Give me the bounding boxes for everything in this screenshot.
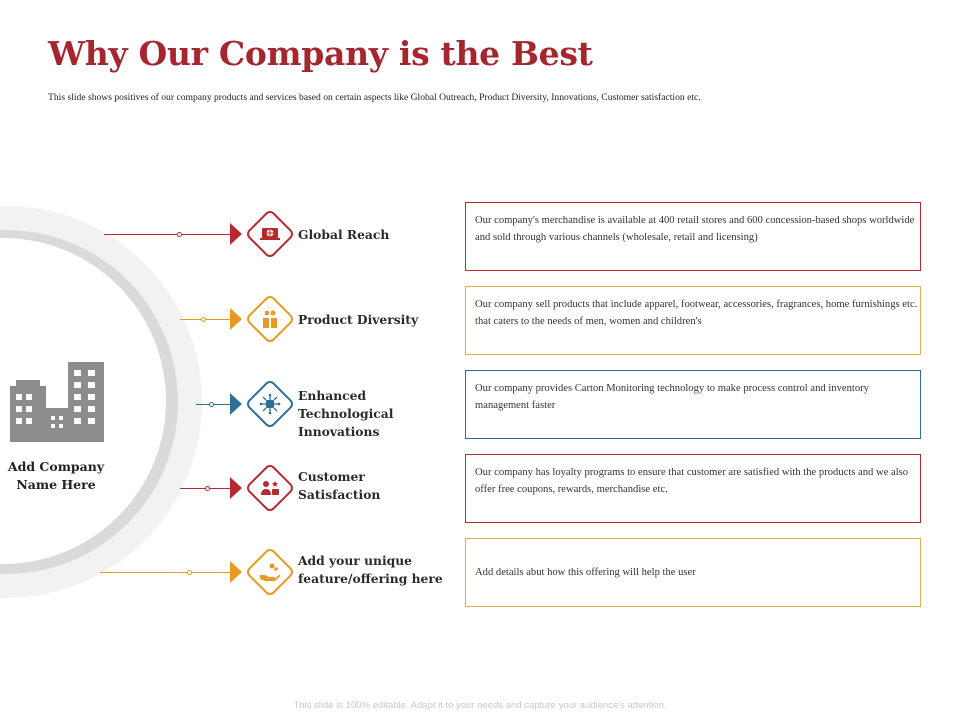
connector-line: [180, 319, 232, 320]
pointer-arrow: [230, 561, 242, 583]
connector-line: [104, 234, 232, 235]
satisfied-customer-icon: [258, 476, 282, 500]
slide-subtitle: This slide shows positives of our company products and services based on certain aspects like Global Outreach, Product Diversity, Innovations, Customer satisfaction etc.: [48, 92, 701, 103]
connector-dot: [177, 232, 182, 237]
feature-label-product-diversity: Product Diversity: [298, 312, 419, 327]
feature-description-box: [465, 202, 921, 271]
feature-label-unique-offering: Add your unique feature/offering here: [298, 553, 443, 586]
feature-description: Add details abut how this offering will help the user: [475, 567, 696, 578]
connector-dot: [205, 486, 210, 491]
circuit-icon: [258, 392, 282, 416]
feature-description-box: [465, 454, 921, 523]
globe-laptop-icon: [258, 222, 282, 246]
boxes-icon: [258, 307, 282, 331]
feature-label-customer-satisfaction: Customer Satisfaction: [298, 469, 381, 502]
feature-description-box: [465, 370, 921, 439]
connector-dot: [201, 317, 206, 322]
pointer-arrow: [230, 477, 242, 499]
building-icon: [8, 360, 108, 444]
pointer-arrow: [230, 308, 242, 330]
connector-dot: [187, 570, 192, 575]
company-name: Add Company Name Here: [7, 459, 105, 492]
feature-description-box: [465, 538, 921, 607]
feature-label-global-reach: Global Reach: [298, 227, 390, 242]
connector-line: [100, 572, 232, 573]
connector-line: [196, 404, 232, 405]
editable-footer-note: This slide is 100% editable. Adapt it to your needs and capture your audience's attention.: [293, 700, 667, 711]
feature-description: Our company has loyalty programs to ensure that customer are satisfied with the products and we also offer free coupons, rewards, merchandise etc.: [475, 467, 909, 495]
feature-description: Our company sell products that include apparel, footwear, accessories, fragrances, home furnishings etc. that caters to the needs of men, women and children's: [475, 299, 918, 327]
hand-offering-icon: [258, 560, 282, 584]
feature-description: Our company provides Carton Monitoring technology to make process control and inventory management faster: [475, 383, 869, 411]
feature-description: Our company's merchandise is available at 400 retail stores and 600 concession-based shops worldwide and sold through various channels (wholesale, retail and licensing): [475, 215, 915, 243]
slide-title: Why Our Company is the Best: [48, 34, 593, 73]
feature-description-box: [465, 286, 921, 355]
connector-dot: [209, 402, 214, 407]
pointer-arrow: [230, 393, 242, 415]
feature-label-enhanced-tech-innovations: Enhanced Technological Innovations: [298, 388, 394, 439]
pointer-arrow: [230, 223, 242, 245]
